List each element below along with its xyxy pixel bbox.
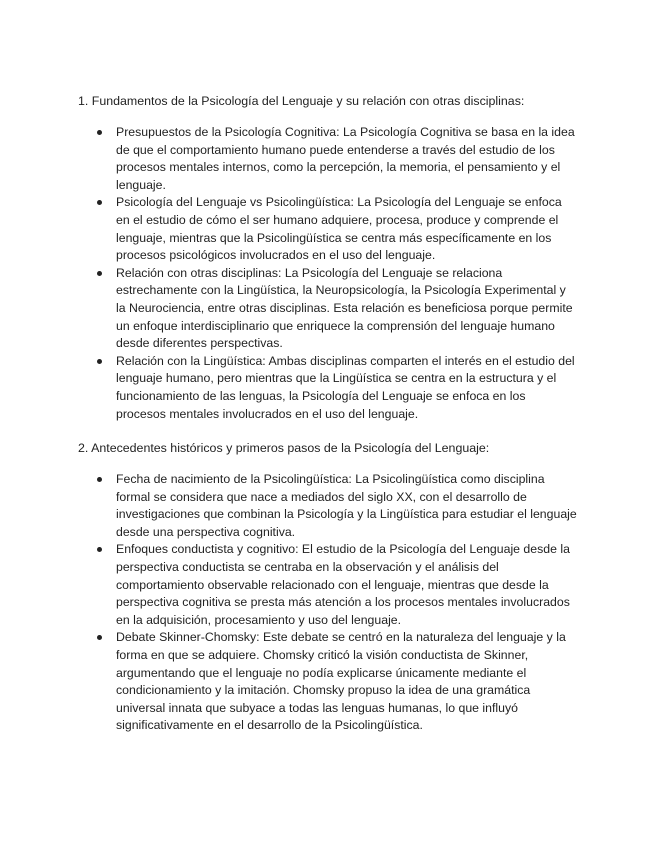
- bullet-icon: [97, 130, 102, 135]
- list-item-text: Psicología del Lenguaje vs Psicolingüística: La Psicología del Lenguaje se enfoca en el estudio de cómo el ser humano adquiere, procesa, produce y comprende el lenguaje, mientras que la Psicolingüística se centra más específicamente en los procesos psicológicos involucrados en el uso del lenguaje.: [116, 195, 562, 263]
- section-fundamentos: [0, 92, 655, 423]
- bullet-icon: [97, 271, 102, 276]
- section-heading: 2. Antecedentes históricos y primeros pasos de la Psicología del Lenguaje:: [78, 441, 490, 456]
- list-item-text: Relación con la Lingüística: Ambas disciplinas comparten el interés en el estudio del lenguaje humano, pero mientras que la Lingüística se centra en la estructura y el funcionamiento de las lenguas, la Psicología del Lenguaje se enfoca en los procesos mentales involucrados en el uso del lenguaje.: [116, 353, 575, 421]
- section-antecedentes: [0, 439, 655, 735]
- list-item: [116, 124, 578, 194]
- list-item-text: Relación con otras disciplinas: La Psicología del Lenguaje se relaciona estrechamente con la Lingüística, la Neuropsicología, la Psicología Experimental y la Neurociencia, entre otras disciplinas. Esta relación es beneficiosa porque permite un enfoque interdisciplinario que enriquece la comprensión del lenguaje humano desde diferentes perspectivas.: [116, 265, 573, 351]
- list-item-text: Debate Skinner-Chomsky: Este debate se centró en la naturaleza del lenguaje y la forma en que se adquiere. Chomsky criticó la visión conductista de Skinner, argumentando que el lenguaje no podía explicarse únicamente mediante el condicionamiento y la imitación. Chomsky propuso la idea de una gramática universal innata que subyace a todas las lenguas humanas, lo que influyó significativamente en el desarrollo de la Psicolingüística.: [116, 630, 566, 733]
- list-item-text: Enfoques conductista y cognitivo: El estudio de la Psicología del Lenguaje desde la perspectiva conductista se centraba en la observación y el análisis del comportamiento observable relacionado con el lenguaje, mientras que desde la perspectiva cognitiva se presta más atención a los procesos mentales involucrados en la adquisición, procesamiento y uso del lenguaje.: [116, 542, 570, 627]
- section-spacer: [0, 423, 655, 439]
- list-item-text: Presupuestos de la Psicología Cognitiva: La Psicología Cognitiva se basa en la idea de que el comportamiento humano puede entenderse a través del estudio de los procesos mentales internos, como la percepción, la memoria, el pensamiento y el lenguaje.: [116, 125, 575, 192]
- list-item: [116, 353, 578, 423]
- bullet-icon: [97, 477, 102, 482]
- bullet-icon: [97, 635, 102, 640]
- list-item-text: Fecha de nacimiento de la Psicolingüística: La Psicolingüística como disciplina formal se considera que nace a mediados del siglo XX, con el desarrollo de investigaciones que combinan la Psicología y la Lingüística para estudiar el lenguaje desde una perspectiva cognitiva.: [116, 472, 577, 539]
- bullet-list: [0, 124, 655, 423]
- list-item: [116, 629, 578, 735]
- section-heading: 1. Fundamentos de la Psicología del Lenguaje y su relación con otras disciplinas:: [78, 94, 525, 108]
- bullet-icon: [97, 200, 102, 205]
- bullet-icon: [97, 359, 102, 364]
- list-item: [116, 471, 578, 541]
- bullet-icon: [97, 547, 102, 552]
- list-item: [116, 194, 578, 264]
- list-item: [116, 265, 578, 353]
- list-item: [116, 541, 578, 629]
- bullet-list: [0, 471, 655, 735]
